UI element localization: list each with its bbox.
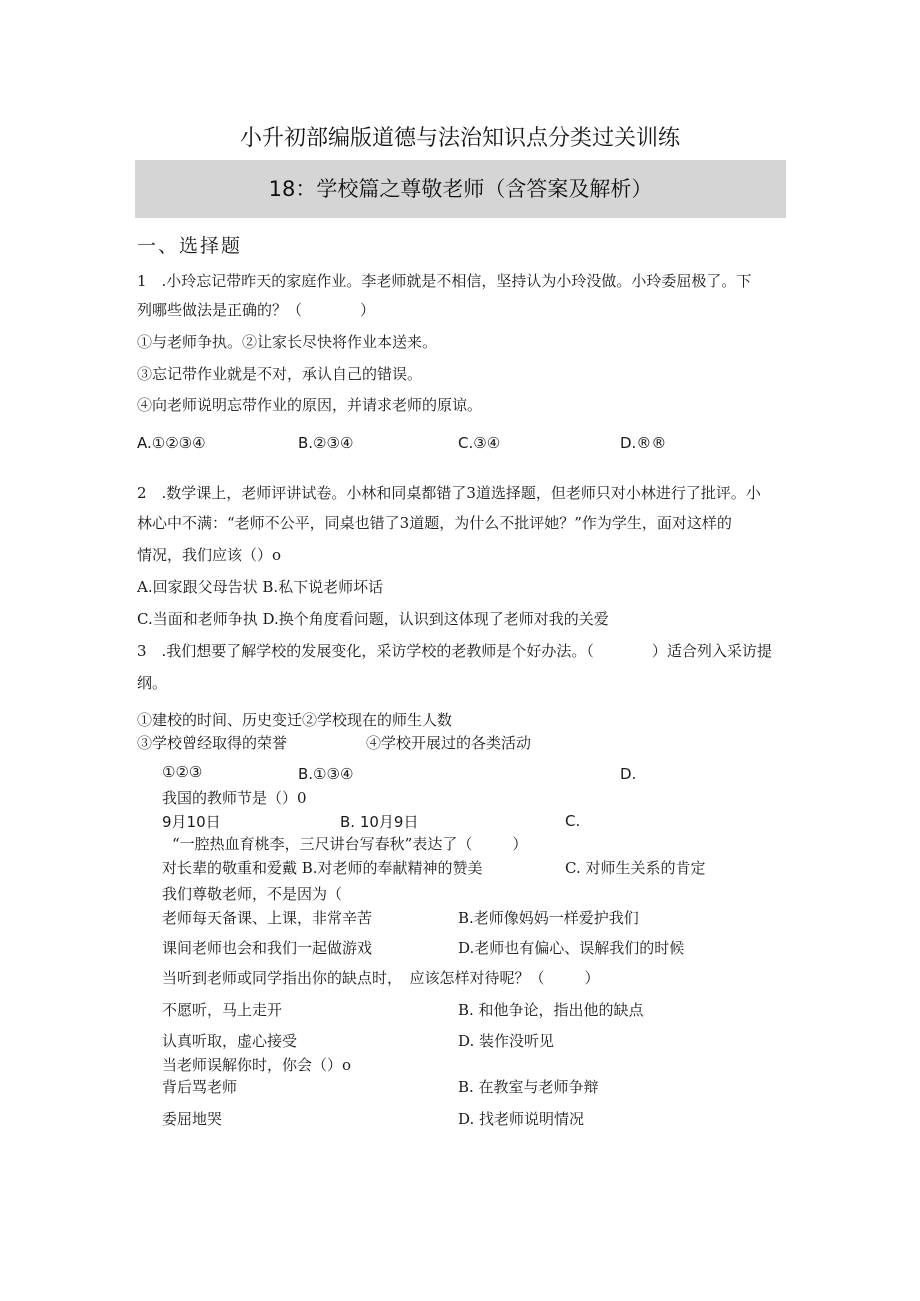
q6-option-d: D.老师也有偏心、误解我们的时候 (458, 939, 685, 957)
q5-options-ab: 对长辈的敬重和爱戴 B.对老师的奉献精神的赞美 (162, 859, 483, 877)
q4-option-c: C. (565, 812, 581, 830)
q7-stem (162, 968, 600, 988)
q3-stem-line1 (137, 641, 772, 661)
q5-option-c: C. 对师生关系的肯定 (565, 859, 706, 877)
q5-stem-end: ） (512, 835, 528, 853)
q7-stem-text: 当听到老师或同学指出你的缺点时， 应该怎样对待呢？（ (162, 969, 545, 987)
q1-stem-line2-end: ） (360, 301, 376, 319)
q6-stem: 我们尊敬老师，不是因为（ (162, 885, 343, 903)
q4-option-b: B. 10月9日 (340, 813, 419, 831)
q3-stem-line1-end: ）适合列入采访提 (651, 642, 772, 660)
q5-stem-text: “一腔热血育桃李，三尺讲台写春秋”表达了（ (172, 835, 473, 853)
q1-option-a: A.①②③④ (137, 434, 206, 452)
q3-stem-line1-text: 3 .我们想要了解学校的发展变化，采访学校的老教师是个好办法。（ (137, 642, 594, 660)
q2-stem-line3: 情况，我们应该（）o (137, 546, 282, 564)
q1-option-c: C.③④ (458, 434, 501, 452)
q1-stem-line1: 1 .小玲忘记带昨天的家庭作业。李老师就是不相信，坚持认为小玲没做。小玲委屈极了。下 (137, 272, 752, 290)
q3-item-3: ④学校开展过的各类活动 (366, 734, 532, 752)
q2-options-ab: A.回家跟父母告状 B.私下说老师坏话 (137, 578, 384, 596)
q1-item-1: ①与老师争执。②让家长尽快将作业本送来。 (137, 333, 438, 351)
q1-option-b: B.②③④ (298, 434, 354, 452)
q4-stem: 我国的教师节是（）0 (162, 789, 307, 807)
section-heading: 一、选择题 (137, 235, 243, 257)
q1-stem-line2-text: 列哪些做法是正确的？（ (137, 301, 303, 319)
q3-stem-line2: 纲。 (137, 674, 168, 692)
q6-option-c: 课间老师也会和我们一起做游戏 (162, 939, 373, 957)
q3-item-1: ①建校的时间、历史变迁②学校现在的师生人数 (137, 711, 453, 729)
q3-option-b: B.①③④ (298, 765, 354, 783)
q3-option-a: ①②③ (162, 763, 203, 781)
q8-stem: 当老师误解你时，你会（）o (162, 1056, 352, 1074)
q7-stem-end: ） (584, 969, 600, 987)
q1-item-3: ④向老师说明忘带作业的原因，并请求老师的原谅。 (137, 396, 483, 414)
q8-option-d: D. 找老师说明情况 (458, 1110, 585, 1128)
q5-stem (172, 834, 527, 854)
subtitle-band (135, 160, 786, 218)
q3-item-2: ③学校曾经取得的荣誉 (137, 734, 288, 752)
q8-option-b: B. 在教室与老师争辩 (458, 1078, 599, 1096)
q6-option-b: B.老师像妈妈一样爱护我们 (458, 909, 639, 927)
q1-item-2: ③忘记带作业就是不对，承认自己的错误。 (137, 365, 423, 383)
q7-option-a: 不愿听，马上走开 (162, 1001, 283, 1019)
q7-option-c: 认真听取，虚心接受 (162, 1032, 298, 1050)
q1-option-d: D.®® (620, 434, 667, 452)
q3-option-d: D. (620, 765, 637, 783)
q4-option-a: 9月10日 (162, 813, 221, 831)
q2-stem-line2: 林心中不满：“老师不公平，同桌也错了3道题，为什么不批评她？”作为学生，面对这样的 (137, 514, 732, 532)
q2-options-cd: C.当面和老师争执 D.换个角度看问题，认识到这体现了老师对我的关爱 (137, 610, 609, 628)
q7-option-b: B. 和他争论，指出他的缺点 (458, 1001, 644, 1019)
q8-option-a: 背后骂老师 (162, 1078, 238, 1096)
q2-stem-line1: 2 .数学课上，老师评讲试卷。小林和同桌都错了3道选择题，但老师只对小林进行了批评。小 (137, 484, 761, 502)
q8-option-c: 委屈地哭 (162, 1110, 223, 1128)
document-subtitle: 18：学校篇之尊敬老师（含答案及解析） (268, 177, 653, 201)
document-title: 小升初部编版道德与法治知识点分类过关训练 (239, 126, 680, 151)
q7-option-d: D. 装作没听见 (458, 1032, 555, 1050)
q1-stem-line2 (137, 300, 375, 320)
q6-option-a: 老师每天备课、上课，非常辛苦 (162, 909, 373, 927)
